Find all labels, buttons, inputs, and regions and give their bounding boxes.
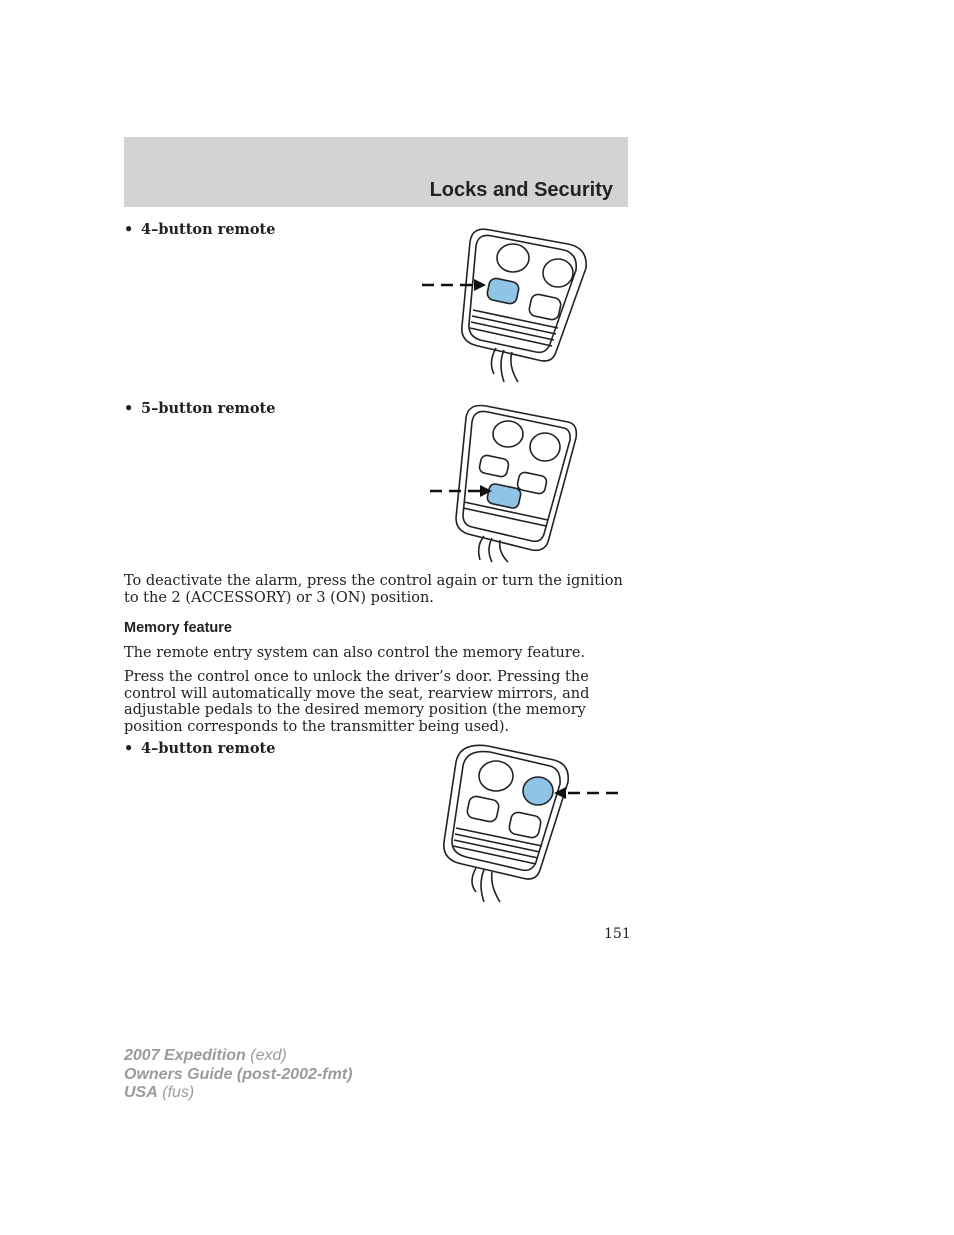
section-heading-memory-feature: Memory feature [124,620,232,636]
footer-line-3 [124,1084,352,1103]
page-title: Locks and Security [429,179,613,201]
unlock-button-icon [523,777,553,805]
page-number: 151 [604,926,631,942]
bullet-dot: • [124,400,134,417]
bullet-4-button-remote-memory [124,740,275,757]
footer [124,1047,352,1103]
bullet-dot: • [124,740,134,757]
footer-line-2 [124,1066,352,1085]
footer-market-code: (fus) [162,1084,195,1101]
remote-4-button-unlock-figure [436,742,622,904]
footer-line-1 [124,1047,352,1066]
bullet-label: 4–button remote [141,740,276,757]
bullet-dot: • [124,221,134,238]
remote-4-button-panic-figure [418,222,593,387]
bullet-label: 4–button remote [141,221,276,238]
paragraph-deactivate-alarm: To deactivate the alarm, press the control again or turn the ignition to the 2 (ACCESSORY) or 3 (ON) position. [124,573,623,606]
bullet-4-button-remote [124,221,275,238]
paragraph-memory-instructions: Press the control once to unlock the driver’s door. Pressing the control will automatically move the seat, rearview mirrors, and adjustable pedals to the desired memory position (the memory position corresponds to the transmitter being used). [124,669,590,735]
footer-model: 2007 Expedition [124,1047,246,1064]
header-band [124,137,628,207]
paragraph-memory-intro: The remote entry system can also control the memory feature. [124,645,586,661]
footer-model-code: (exd) [250,1047,287,1064]
footer-guide: Owners Guide (post-2002-fmt) [124,1065,353,1083]
remote-5-button-panic-figure [428,404,583,564]
bullet-5-button-remote [124,400,275,417]
bullet-label: 5–button remote [141,400,276,417]
footer-market: USA [124,1084,158,1101]
